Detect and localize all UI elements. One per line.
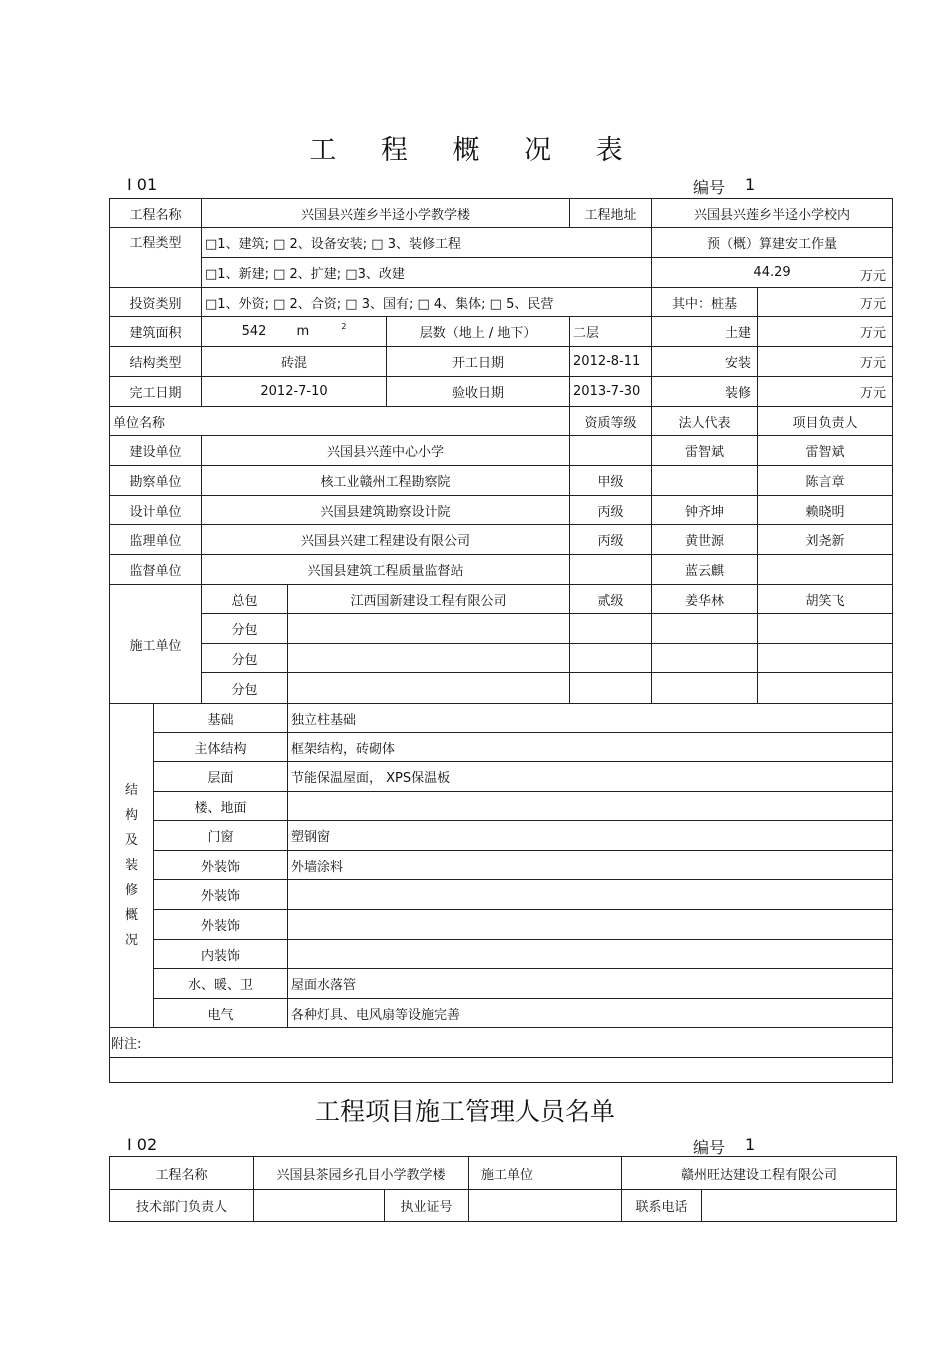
staff-list-title: 工程项目施工管理人员名单 (314, 1097, 615, 1126)
note-label: 附注: (110, 1028, 893, 1058)
section-char: 修 (124, 883, 138, 898)
table-row (110, 673, 893, 704)
structure-value: 砖混 (202, 347, 387, 377)
project-name-label-2: 工程名称 (110, 1157, 254, 1190)
table-row (110, 969, 893, 999)
install-label: 安装 (652, 347, 758, 377)
units-header-qual: 资质等级 (570, 407, 652, 436)
unit-qual (570, 436, 652, 466)
area-unit-sup: 2 (341, 322, 347, 331)
unit-name: 兴国县建筑工程质量监督站 (202, 555, 570, 585)
table-row (110, 999, 893, 1028)
number-value-2: 1 (745, 1135, 756, 1154)
construction-name (288, 673, 570, 704)
project-name-label: 工程名称 (110, 199, 202, 228)
start-value: 2012-8-11 (570, 347, 652, 377)
unit-legal: 雷智斌 (652, 436, 758, 466)
page-title: 工 程 概 况 表 (309, 135, 641, 166)
table-row (110, 525, 893, 555)
construction-label: 施工单位 (110, 585, 202, 704)
construction-manager (758, 644, 893, 673)
units-header-legal: 法人代表 (652, 407, 758, 436)
tech-head-label: 技术部门负责人 (110, 1190, 254, 1222)
table-row (110, 436, 893, 466)
phone-label: 联系电话 (622, 1190, 702, 1222)
phone-value (702, 1190, 897, 1222)
project-overview-table (109, 198, 893, 1083)
struct-desc: 屋面水落管 (288, 969, 893, 999)
area-label: 建筑面积 (110, 317, 202, 347)
table-row (110, 704, 893, 733)
construction-legal: 姜华林 (652, 585, 758, 614)
pile-unit: 万元 (758, 288, 893, 317)
license-value (469, 1190, 622, 1222)
struct-desc (288, 792, 893, 821)
struct-item: 楼、地面 (154, 792, 288, 821)
table-row (110, 762, 893, 792)
construction-qual (570, 614, 652, 644)
pile-label: 其中：桩基 (652, 288, 758, 317)
table-row (110, 910, 893, 940)
accept-label: 验收日期 (387, 377, 570, 407)
struct-item: 主体结构 (154, 733, 288, 762)
table-row (110, 733, 893, 762)
unit-role: 监理单位 (110, 525, 202, 555)
construction-manager (758, 673, 893, 704)
number-label: 编号 (693, 178, 726, 197)
units-header-manager: 项目负责人 (758, 407, 893, 436)
finish-label: 完工日期 (110, 377, 202, 407)
struct-desc: 独立柱基础 (288, 704, 893, 733)
area-value: 542 (241, 324, 267, 339)
struct-item: 外装饰 (154, 851, 288, 880)
contractor-value: 赣州旺达建设工程有限公司 (622, 1157, 897, 1190)
construction-legal (652, 614, 758, 644)
finish-value: 2012-7-10 (202, 377, 387, 407)
unit-role: 勘察单位 (110, 466, 202, 496)
struct-desc: 框架结构，砖砌体 (288, 733, 893, 762)
construction-legal (652, 673, 758, 704)
table-row (110, 851, 893, 880)
unit-legal: 钟齐坤 (652, 496, 758, 525)
section-char: 结 (124, 783, 138, 798)
project-name-value-2: 兴国县茶园乡孔目小学教学楼 (254, 1157, 469, 1190)
unit-name: 核工业赣州工程勘察院 (202, 466, 570, 496)
construction-name (288, 614, 570, 644)
area-unit: m (296, 324, 310, 339)
structure-label: 结构类型 (110, 347, 202, 377)
section-char: 概 (124, 908, 138, 923)
construction-kind: 分包 (202, 614, 288, 644)
table-row (110, 940, 893, 969)
struct-desc: 塑钢窗 (288, 821, 893, 851)
unit-legal: 黄世源 (652, 525, 758, 555)
construction-manager: 胡笑飞 (758, 585, 893, 614)
struct-item: 层面 (154, 762, 288, 792)
table-row (110, 644, 893, 673)
section-char: 况 (124, 933, 138, 948)
floors-value: 二层 (570, 317, 652, 347)
floors-label: 层数（地上 / 地下） (387, 317, 570, 347)
unit-manager: 雷智斌 (758, 436, 893, 466)
struct-desc (288, 880, 893, 910)
unit-manager (758, 555, 893, 585)
struct-desc (288, 940, 893, 969)
area-value-cell (202, 317, 387, 347)
struct-desc (288, 910, 893, 940)
unit-role: 监督单位 (110, 555, 202, 585)
form-code: I 01 (127, 175, 158, 194)
section-char: 装 (124, 858, 138, 873)
license-label: 执业证号 (385, 1190, 469, 1222)
civil-unit: 万元 (758, 317, 893, 347)
struct-desc: 各种灯具、电风扇等设施完善 (288, 999, 893, 1028)
accept-value: 2013-7-30 (570, 377, 652, 407)
table-row (110, 821, 893, 851)
type-label: 工程类型 (110, 228, 202, 288)
unit-name: 兴国县兴莲中心小学 (202, 436, 570, 466)
table-row (110, 585, 893, 614)
unit-qual (570, 555, 652, 585)
construction-manager (758, 614, 893, 644)
unit-manager: 陈言章 (758, 466, 893, 496)
struct-desc: 节能保温屋面， XPS保温板 (288, 762, 893, 792)
struct-desc: 外墙涂料 (288, 851, 893, 880)
tech-head-value (254, 1190, 385, 1222)
unit-legal: 蓝云麒 (652, 555, 758, 585)
unit-qual: 丙级 (570, 496, 652, 525)
invest-label: 投资类别 (110, 288, 202, 317)
struct-item: 门窗 (154, 821, 288, 851)
install-unit: 万元 (758, 347, 893, 377)
unit-name: 兴国县兴建工程建设有限公司 (202, 525, 570, 555)
struct-item: 电气 (154, 999, 288, 1028)
table-row (110, 496, 893, 525)
unit-qual: 丙级 (570, 525, 652, 555)
table-row (110, 555, 893, 585)
construction-kind: 分包 (202, 644, 288, 673)
unit-role: 设计单位 (110, 496, 202, 525)
budget-label: 预（概）算建安工作量 (652, 228, 893, 258)
decor-label: 装修 (652, 377, 758, 407)
construction-name: 江西国新建设工程有限公司 (288, 585, 570, 614)
contractor-label: 施工单位 (469, 1157, 622, 1190)
construction-qual: 贰级 (570, 585, 652, 614)
budget-unit: 万元 (860, 269, 887, 284)
units-header-name: 单位名称 (110, 407, 570, 436)
unit-manager: 刘尧新 (758, 525, 893, 555)
construction-name (288, 644, 570, 673)
unit-name: 兴国县建筑勘察设计院 (202, 496, 570, 525)
table-row (110, 880, 893, 910)
form-code-2: I 02 (127, 1135, 158, 1154)
construction-kind: 分包 (202, 673, 288, 704)
project-name-value: 兴国县兴莲乡半迳小学教学楼 (202, 199, 570, 228)
decor-unit: 万元 (758, 377, 893, 407)
construction-legal (652, 644, 758, 673)
address-label: 工程地址 (570, 199, 652, 228)
construction-qual (570, 644, 652, 673)
type-options-row1: □1、建筑; □ 2、设备安装; □ 3、装修工程 (202, 228, 652, 258)
staff-list-table (109, 1156, 897, 1222)
number-label-2: 编号 (693, 1138, 726, 1157)
unit-manager: 赖晓明 (758, 496, 893, 525)
civil-label: 土建 (652, 317, 758, 347)
table-row (110, 792, 893, 821)
budget-cell (652, 258, 893, 288)
struct-item: 内装饰 (154, 940, 288, 969)
budget-value: 44.29 (753, 265, 791, 280)
address-value: 兴国县兴莲乡半迳小学校内 (652, 199, 893, 228)
table-row (110, 466, 893, 496)
invest-options: □1、外资; □ 2、合资; □ 3、国有; □ 4、集体; □ 5、民营 (202, 288, 652, 317)
start-label: 开工日期 (387, 347, 570, 377)
type-options-row2: □1、新建; □ 2、扩建; □3、改建 (202, 258, 652, 288)
unit-role: 建设单位 (110, 436, 202, 466)
structure-section-label (110, 704, 154, 1028)
struct-item: 外装饰 (154, 910, 288, 940)
construction-kind: 总包 (202, 585, 288, 614)
table-row (110, 614, 893, 644)
unit-legal (652, 466, 758, 496)
unit-qual: 甲级 (570, 466, 652, 496)
struct-item: 外装饰 (154, 880, 288, 910)
section-char: 及 (124, 833, 138, 848)
struct-item: 基础 (154, 704, 288, 733)
note-content (110, 1058, 893, 1083)
section-char: 构 (124, 808, 138, 823)
construction-qual (570, 673, 652, 704)
struct-item: 水、暖、卫 (154, 969, 288, 999)
number-value: 1 (745, 175, 756, 194)
